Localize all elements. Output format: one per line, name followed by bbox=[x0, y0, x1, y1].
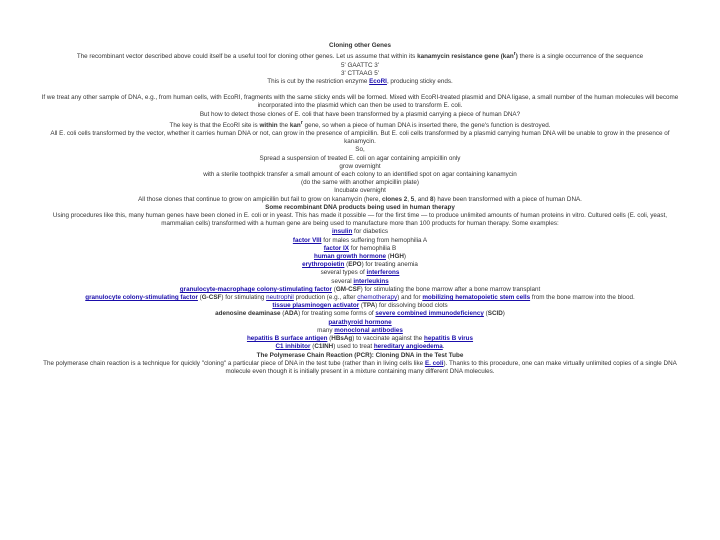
ecori-link[interactable]: EcoRI bbox=[369, 77, 387, 85]
section-heading-cloning: Cloning other Genes bbox=[329, 42, 391, 49]
product-item: insulin for diabetics bbox=[332, 228, 388, 236]
procedure-step: Spread a suspension of treated E. coli on agar containing ampicillin only bbox=[259, 154, 461, 162]
key-sentence: The key is that the EcoRI site is within the kan$^r$ gene, so when a piece of human DNA is inserted there, the gene's function is destroyed. bbox=[169, 119, 551, 129]
tpa-link[interactable]: tissue plasminogen activator bbox=[272, 302, 360, 310]
product-item: several interleukins bbox=[331, 277, 389, 285]
clones-result-sentence: All those clones that continue to grow on ampicillin but fail to grow on kanamycin (here, clones 2, 5, and 8) have been transformed with a piece of human DNA. bbox=[138, 195, 582, 203]
factor-viii-link[interactable]: factor VIII bbox=[292, 236, 322, 244]
section-heading-pcr: The Polymerase Chain Reaction (PCR): Cloning DNA in the Test Tube bbox=[256, 351, 464, 359]
hereditary-angioedema-link[interactable]: hereditary angioedema bbox=[373, 343, 443, 351]
product-item: granulocyte-macrophage colony-stimulating factor (GM-CSF) for stimulating the bone marrow after a bone marrow transplant bbox=[179, 285, 541, 293]
factor-ix-link[interactable]: factor IX bbox=[323, 244, 349, 252]
parathyroid-hormone-link[interactable]: parathyroid hormone bbox=[328, 318, 392, 326]
ecori-treatment-paragraph: If we treat any other sample of DNA, e.g., from human cells, with EcoRI, fragments with the same sticky ends will be formed. Mixed with EcoRI-treated plasmid and DNA ligase, a small number of the human molecules will become incorporated into the plasmid which can then be used to transform E. coli. bbox=[41, 94, 679, 110]
monoclonal-antibodies-link[interactable]: monoclonal antibodies bbox=[334, 326, 403, 334]
insulin-link[interactable]: insulin bbox=[332, 228, 353, 236]
g-csf-link[interactable]: granulocyte colony-stimulating factor bbox=[85, 294, 198, 302]
neutrophil-link[interactable]: neutrophil bbox=[266, 294, 294, 302]
hepatitis-b-virus-link[interactable]: hepatitis B virus bbox=[424, 335, 474, 343]
product-item: erythropoietin (EPO) for treating anemia bbox=[302, 261, 418, 269]
erythropoietin-link[interactable]: erythropoietin bbox=[302, 261, 345, 269]
product-item: factor VIII for males suffering from hemophilia A bbox=[292, 236, 428, 244]
product-item: granulocyte colony-stimulating factor (G-CSF) for stimulating neutrophil production (e.g., after chemotherapy) and for mobilizing hematopoietic stem cells from the bone marrow into the blood. bbox=[85, 294, 635, 302]
product-item: factor IX for hemophilia B bbox=[323, 244, 397, 252]
hgh-link[interactable]: human growth hormone bbox=[313, 253, 387, 261]
product-item: C1 inhibitor (C1INH) used to treat hereditary angioedema. bbox=[275, 343, 445, 351]
sequence-line-1: 5' GAATTC 3' bbox=[341, 61, 379, 69]
so-line: So, bbox=[355, 146, 365, 154]
pcr-paragraph: The polymerase chain reaction is a technique for quickly "cloning" a particular piece of DNA in the test tube (rather than in living cells like E. coli). Thanks to this procedure, one can make virtually unlimited copies of a single DNA molecule even though it is initially present in a mixture containing many different DNA molecules. bbox=[43, 359, 677, 375]
product-item bbox=[36, 319, 684, 327]
product-item: tissue plasminogen activator (TPA) for dissolving blood clots bbox=[272, 302, 448, 310]
procedure-step: (do the same with another ampicillin plate) bbox=[301, 179, 419, 187]
detect-question: But how to detect those clones of E. coli that have been transformed by a plasmid carrying a piece of human DNA? bbox=[199, 110, 521, 118]
chemotherapy-link[interactable]: chemotherapy bbox=[357, 294, 398, 302]
procedure-step: grow overnight bbox=[339, 162, 381, 170]
product-item: hepatitis B surface antigen (HBsAg) to vaccinate against the hepatitis B virus bbox=[246, 335, 474, 343]
e-coli-link[interactable]: E. coli bbox=[424, 359, 444, 367]
product-item: adenosine deaminase (ADA) for treating some forms of severe combined immunodeficiency (SCID) bbox=[215, 310, 505, 318]
procedure-step: with a sterile toothpick transfer a small amount of each colony to an identified spot on agar containing kanamycin bbox=[203, 171, 517, 179]
product-item: several types of interferons bbox=[320, 269, 400, 277]
section-heading-therapy: Some recombinant DNA products being used in human therapy bbox=[265, 203, 455, 211]
c1-inhibitor-link[interactable]: C1 inhibitor bbox=[275, 343, 311, 351]
ampicillin-kanamycin-paragraph: All E. coli cells transformed by the vector, whether it carries human DNA or not, can grow in the presence of ampicillin. But E. coli cells transformed by a plasmid carrying human DNA will be unable to grow in the presence of kanamycin. bbox=[50, 130, 670, 146]
hbsag-link[interactable]: hepatitis B surface antigen bbox=[246, 335, 328, 343]
paragraph-gap bbox=[36, 86, 684, 94]
gm-csf-link[interactable]: granulocyte-macrophage colony-stimulating factor bbox=[179, 285, 332, 293]
therapy-intro-paragraph: Using procedures like this, many human genes have been cloned in E. coli or in yeast. This has made it possible — for the first time — to produce unlimited amounts of human proteins in vitro. Cultured cells (E. coli, yeast, mammalian cells) transformed with a human gene are being used to manufacture more than 100 products for human therapy. Some examples: bbox=[52, 212, 668, 228]
intro-paragraph: The recombinant vector described above could itself be a useful tool for cloning other genes. Let us assume that within its kanamycin resistance gene (kan$^r$) there is a single occurrence of the sequence bbox=[76, 51, 644, 61]
kan-gene-term: kan$^r$ bbox=[289, 119, 303, 129]
product-item: human growth hormone (HGH) bbox=[313, 253, 407, 261]
scid-link[interactable]: severe combined immunodeficiency bbox=[375, 310, 484, 318]
interferons-link[interactable]: interferons bbox=[366, 269, 400, 277]
stem-cells-link[interactable]: mobilizing hematopoietic stem cells bbox=[422, 294, 531, 302]
ecori-cut-line: This is cut by the restriction enzyme EcoRI, producing sticky ends. bbox=[267, 77, 453, 85]
sequence-line-2: 3' CTTAAG 5' bbox=[341, 69, 379, 77]
procedure-step: Incubate overnight bbox=[334, 187, 386, 195]
document-body bbox=[36, 42, 684, 376]
product-item: many monoclonal antibodies bbox=[317, 326, 403, 334]
kan-gene-term: kanamycin resistance gene (kan$^r$) bbox=[417, 51, 518, 61]
interleukins-link[interactable]: interleukins bbox=[353, 277, 389, 285]
